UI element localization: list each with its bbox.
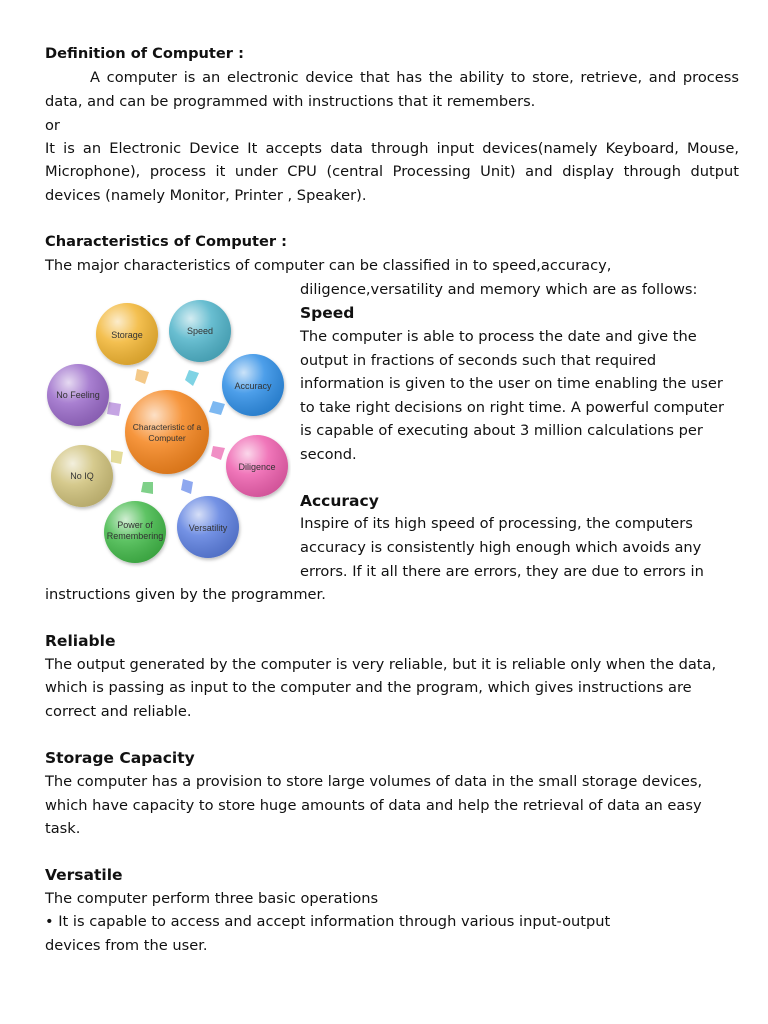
node-label: Power of — [117, 520, 153, 530]
arrow-icon — [141, 482, 153, 494]
definition-line-1: A computer is an electronic device that has the ability to store, retrieve, and process — [90, 69, 739, 86]
alt-definition-line-3: devices (namely Monitor, Printer , Speaker). — [45, 187, 367, 204]
node-label: Speed — [186, 326, 214, 336]
definition-heading: Definition of Computer : — [45, 45, 244, 62]
node-label: No IQ — [70, 471, 94, 481]
node-label: No Feeling — [56, 390, 100, 400]
speed-heading: Speed — [300, 304, 355, 322]
arrow-icon — [111, 450, 123, 464]
accuracy-line: accuracy is consistently high enough which avoids any — [300, 539, 702, 556]
arrow-icon — [135, 369, 149, 384]
node-label: Diligence — [238, 462, 276, 472]
versatile-line: The computer perform three basic operations — [45, 890, 379, 907]
reliable-line: The output generated by the computer is very reliable, but it is reliable only when the data, — [45, 656, 717, 673]
reliable-line: correct and reliable. — [45, 703, 192, 720]
definition-line-2: data, and can be programmed with instructions that it remembers. — [45, 93, 536, 110]
node-label: Storage — [111, 330, 143, 340]
accuracy-heading: Accuracy — [300, 492, 379, 510]
node-storage — [96, 303, 158, 365]
arrow-icon — [211, 446, 225, 460]
versatile-line: devices from the user. — [45, 937, 208, 954]
characteristics-diagram — [45, 296, 291, 568]
node-accuracy — [222, 354, 284, 416]
alt-definition-line-2: Microphone), process it under CPU (central Processing Unit) and display through dutput — [45, 163, 739, 180]
characteristics-line-2: diligence,versatility and memory which are as follows: — [300, 281, 698, 298]
speed-line: The computer is able to process the date and give the — [300, 328, 697, 345]
characteristics-line-1: The major characteristics of computer can be classified in to speed,accuracy, — [45, 257, 612, 274]
center-node-gloss — [125, 390, 209, 474]
accuracy-line: Inspire of its high speed of processing, the computers — [300, 515, 693, 532]
center-node-label: Characteristic of a — [132, 422, 202, 432]
node-speed — [169, 300, 231, 362]
speed-line: information is given to the user on time enabling the user — [300, 375, 723, 392]
node-diligence — [226, 435, 288, 497]
node-label: Accuracy — [234, 381, 272, 391]
speed-line: output in fractions of seconds such that required — [300, 352, 657, 369]
speed-line: to take right decisions on right time. A powerful computer — [300, 399, 725, 416]
arrow-icon — [185, 370, 199, 386]
arrow-icon — [107, 402, 121, 416]
speed-line: is capable of executing about 3 million calculations per — [300, 422, 703, 439]
reliable-line: which is passing as input to the computer and the program, which gives instructions are — [45, 679, 692, 696]
versatile-heading: Versatile — [45, 866, 123, 884]
storage-line: task. — [45, 820, 81, 837]
node-power-of-remembering — [104, 501, 166, 563]
storage-line: The computer has a provision to store large volumes of data in the small storage devices, — [45, 773, 703, 790]
reliable-heading: Reliable — [45, 632, 116, 650]
arrow-icon — [209, 401, 225, 415]
or-text: or — [45, 117, 60, 134]
speed-line: second. — [300, 446, 357, 463]
versatile-bullet-line: • It is capable to access and accept information through various input-output — [45, 913, 611, 930]
center-node-label: Computer — [148, 433, 186, 443]
node-label: Remembering — [106, 531, 164, 541]
node-versatility — [177, 496, 239, 558]
node-no-feeling — [47, 364, 109, 426]
alt-definition-line-1: It is an Electronic Device It accepts data through input devices(namely Keyboard, Mouse, — [45, 140, 739, 157]
accuracy-last-line: instructions given by the programmer. — [45, 586, 326, 603]
storage-heading: Storage Capacity — [45, 749, 195, 767]
node-label: Versatility — [188, 523, 228, 533]
node-no-iq — [51, 445, 113, 507]
characteristics-heading: Characteristics of Computer : — [45, 233, 288, 250]
storage-line: which have capacity to store huge amounts of data and help the retrieval of data an easy — [45, 797, 702, 814]
arrow-icon — [181, 479, 193, 494]
accuracy-line: errors. If it all there are errors, they are due to errors in — [300, 563, 704, 580]
